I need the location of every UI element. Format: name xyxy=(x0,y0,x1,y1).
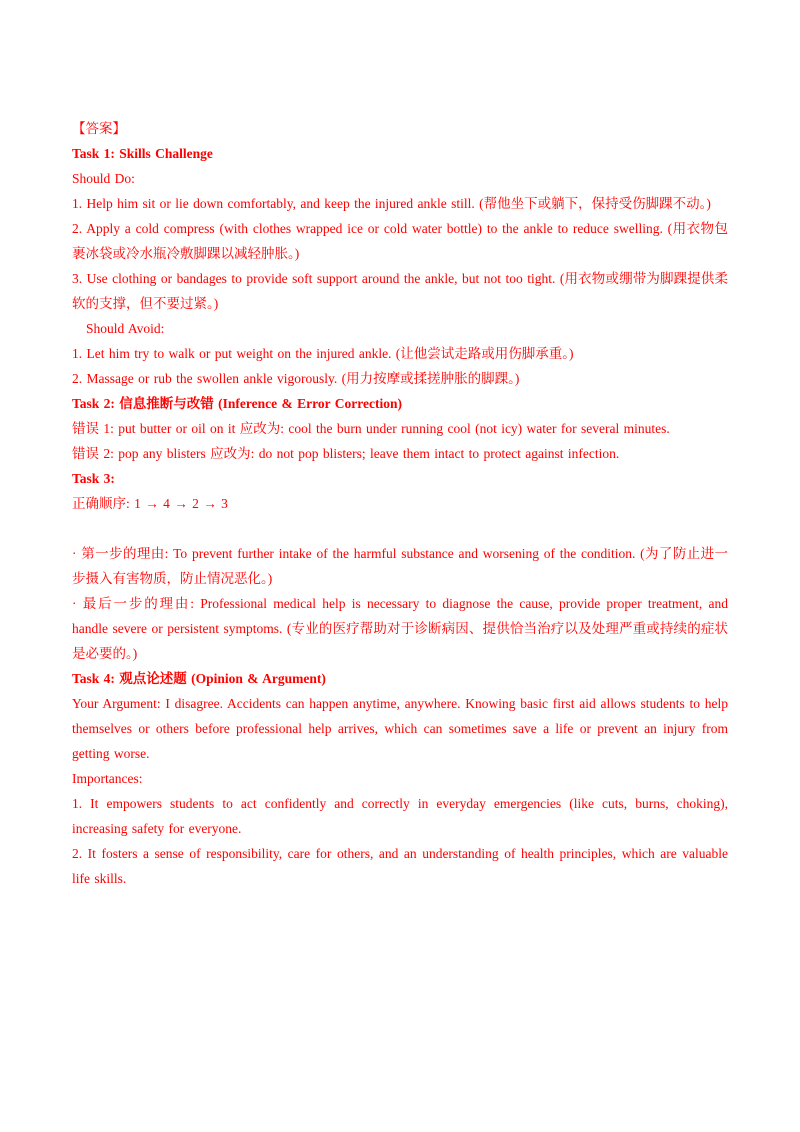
task3-title: Task 3: xyxy=(72,471,115,486)
importance-item: 1. It empowers students to act confidently and correctly in everyday emergencies (like cuts, burns, choking), increasing safety for everyone. xyxy=(72,796,728,836)
error-correction-item: 错误 2: pop any blisters 应改为: do not pop blisters; leave them intact to protect against infection. xyxy=(72,446,620,461)
reason-item: · 第一步的理由: To prevent further intake of the harmful substance and worsening of the condition. (为了防止进一步摄入有害物质，防止情况恶化。) xyxy=(72,546,728,586)
reason-item: · 最后一步的理由: Professional medical help is necessary to diagnose the cause, provide proper treatment, and handle severe or persistent symptoms. (专业的医疗帮助对于诊断病因、提供恰当治疗以及处理严重或持续的症状是必要的。) xyxy=(72,596,728,661)
importances-label: Importances: xyxy=(72,771,143,786)
should-avoid-label: Should Avoid: xyxy=(86,321,165,336)
should-do-label: Should Do: xyxy=(72,171,135,186)
importance-item: 2. It fosters a sense of responsibility, care for others, and an understanding of health principles, which are valuable life skills. xyxy=(72,846,728,886)
correct-order: 正确顺序: 1 → 4 → 2 → 3 xyxy=(72,496,228,511)
should-do-item: 2. Apply a cold compress (with clothes wrapped ice or cold water bottle) to the ankle to reduce swelling. (用衣物包裹冰袋或冷水瓶冷敷脚踝以减轻肿胀。) xyxy=(72,221,728,261)
should-avoid-item: 1. Let him try to walk or put weight on the injured ankle. (让他尝试走路或用伤脚承重。) xyxy=(72,346,574,361)
argument-paragraph: Your Argument: I disagree. Accidents can happen anytime, anywhere. Knowing basic first aid allows students to help themselves or others before professional help arrives, which can sometimes save a life or prevent an injury from getting worse. xyxy=(72,696,728,761)
error-correction-item: 错误 1: put butter or oil on it 应改为: cool the burn under running cool (not icy) water for several minutes. xyxy=(72,421,670,436)
task2-title: Task 2: 信息推断与改错 (Inference & Error Correction) xyxy=(72,396,402,411)
spacer xyxy=(72,516,728,541)
task1-title: Task 1: Skills Challenge xyxy=(72,146,213,161)
should-do-item: 1. Help him sit or lie down comfortably, and keep the injured ankle still. (帮他坐下或躺下，保持受伤脚踝不动。) xyxy=(72,196,711,211)
should-avoid-item: 2. Massage or rub the swollen ankle vigorously. (用力按摩或揉搓肿胀的脚踝。) xyxy=(72,371,520,386)
should-do-item: 3. Use clothing or bandages to provide soft support around the ankle, but not too tight. (用衣物或绷带为脚踝提供柔软的支撑，但不要过紧。) xyxy=(72,271,728,311)
task4-title: Task 4: 观点论述题 (Opinion & Argument) xyxy=(72,671,326,686)
answer-document xyxy=(72,116,728,891)
answer-header: 【答案】 xyxy=(72,121,126,136)
